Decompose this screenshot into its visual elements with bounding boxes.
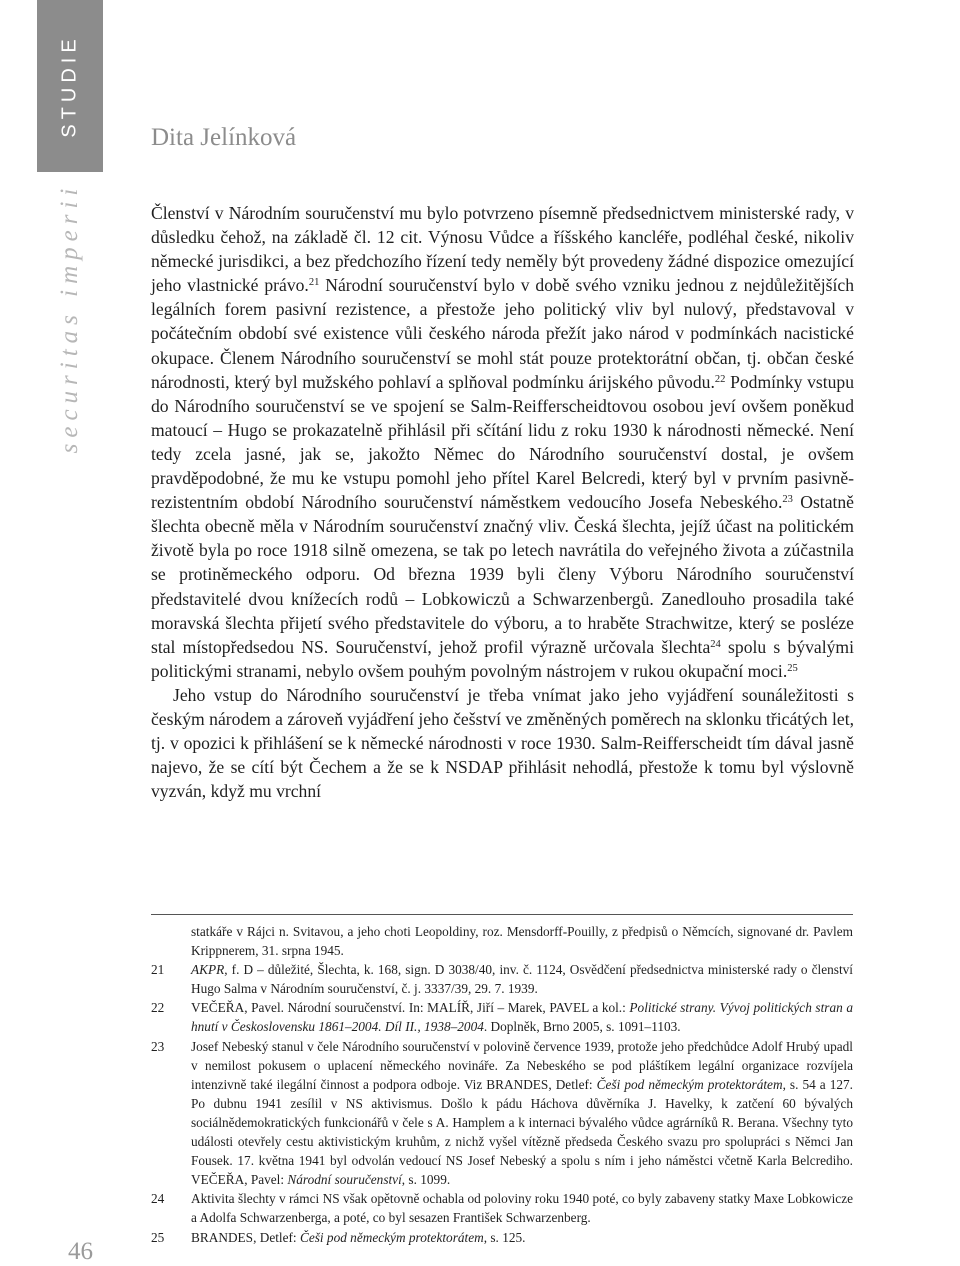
footnote-ref-25: 25 [787,662,798,674]
footnote-text: Josef Nebeský stanul v čele Národního souručenství v polovině července 1939, protože jeho předchůdce Adolf Hrubý upadl v nemilost pokusem o uplacení německého novináře. Za Nebeského se pod pláštíkem legální organizace rozvíjela intenzivně také ilegální činnost a podpora odboje. Viz BRANDES, Detlef: Češi pod německým protektorátem, s. 54 a 127. Po dubnu 1941 zesílil v NS aktivismus. Došlo k pádu Háchova důvěrníka J. Havelky, k zatčení 60 bývalých sociálnědemokratických funkcionářů v čele s A. Hamplem a k internaci bývalého vůdce agrárníků R. Berana. Všechny tyto události otevřely cestu aktivistickým kruhům, z nichž vyšel vítězně předseda Českého svazu pro spolupráci s Němci Jan Fousek. 17. května 1941 byl odvolán vedoucí NS Josef Nebeský a spolu s ním i jeho náměstci včetně Karla Belcrediho. VEČEŘA, Pavel: Národní souručenství, s. 1099. [191,1038,854,1188]
footnote-23 [151,1037,853,1190]
section-tab [37,0,103,172]
footnote-number [151,922,191,960]
footnote-text: statkáře v Rájci n. Svitavou, a jeho choti Leopoldiny, roz. Mensdorff-Pouilly, z předpisů o Němcích, signované dr. Pavlem Krippnerem, 31. srpna 1945. [191,924,853,959]
paragraph-2: Jeho vstup do Národního souručenství je třeba vnímat jako jeho vyjádření sounáležitosti s českým národem a zároveň vyjádření jeho češství ve změněných poměrech na sklonku třicátých let, tj. v opozici k přihlášení se k německé národnosti v roce 1930. Salm-Reifferscheidt tím dával jasně najevo, že se cítí být Čechem a že se k NSDAP přihlásit nehodlá, přestože k tomu byl výslovně vyzván, když mu vrchní [151,684,854,802]
body-text [151,201,854,803]
footnote-number: 22 [151,1000,165,1016]
footnote-25 [151,1228,853,1247]
footnote-number: 21 [151,962,165,978]
footnote-22 [151,998,853,1036]
footnote-number: 23 [151,1038,165,1054]
footnote-text: VEČEŘA, Pavel. Národní souručenství. In: MALÍŘ, Jiří – Marek, PAVEL a kol.: Politické strany. Vývoj politických stran a hnutí v Československu 1861–2004. Díl II., 1938–2004. Doplněk, Brno 2005, s. 1091–1103. [191,1000,854,1035]
footnote-number: 24 [151,1191,165,1207]
paragraph-1: Členství v Národním souručenství mu bylo potvrzeno písemně předsednictvem ministerské rady, v důsledku čehož, na základě čl. 12 cit. Výnosu Vůdce a říšského kancléře, podléhal české, nikoliv německé jurisdikci, a bez předchozího řízení tedy neměly být provedeny žádné dispozice omezující jeho vlastnické právo.$^{21}$ Národní souručenství bylo v době svého vzniku jednou z nejdůležitějších legálních forem pasivní rezistence, a přestože jeho politický vliv byl nulový, představoval v počátečním období své existence vůli českého národa přežít jako národ v podmínkách nacistické okupace. Členem Národního souručenství se mohl stát pouze protektorátní občan, tj. občan české národnosti, který byl mužského pohlaví a splňoval podmínku árijského původu.$^{22}$ Podmínky vstupu do Národního souručenství se ve spojení se Salm-Reifferscheidtovou osobou jeví ovšem poněkud matoucí – Hugo se prokazatelně přihlásil při sčítání lidu z roku 1930 k národnosti německé. Není tedy zcela jasné, jak se, jakožto Němec do Národního souručenství dostal, je ovšem pravděpodobné, že mu ke vstupu pomohl jeho přítel Karel Belcredi, který byl v prvním pasivně-rezistentním období Národního souručenství náměstkem vedoucího Josefa Nebeského.$^{23}$ Ostatně šlechta obecně měla v Národním souručenství značný vliv. Česká šlechta, jejíž účast na politickém životě byla po roce 1918 silně omezena, se tak po letech navrátila do veřejného života a zúčastnila se protiněmeckého odporu. Od března 1939 byli členy Výboru Národního souručenství představitelé dvou knížecích rodů – Lobkowiczů a Schwarzenbergů. Zanedlouho prosadila také moravská šlechta přijetí svého představitele do výboru, a to hraběte Strachwitze, který se posléze stal místopředsedou NS. Souručenství, jehož profil výrazně určovala šlechta$^{24}$ spolu s bývalými politickými stranami, nebylo ovšem pouhým povolným nástrojem v rukou okupační moci.$^{25}$ [151,203,855,681]
footnote-continued [151,922,853,960]
page-number: 46 [68,1238,93,1265]
footnote-24 [151,1189,853,1227]
footnote-ref-23: 23 [782,494,793,506]
section-tab-label: STUDIE [58,34,81,138]
footnote-divider [151,914,853,915]
footnote-text: AKPR, f. D – důležité, Šlechta, k. 168, sign. D 3038/40, inv. č. 1124, Osvědčení předsednictva ministerské rady o členství Hugo Salma v Národním souručenství, č. j. 3337/39, 29. 7. 1939. [191,962,853,997]
footnote-ref-22: 22 [714,373,726,385]
footnote-number: 25 [151,1229,165,1245]
footnotes [151,922,853,1247]
journal-name: securitas imperii [56,182,83,454]
footnote-text: BRANDES, Detlef: Češi pod německým protektorátem, s. 125. [191,1229,526,1245]
footnote-21 [151,960,853,998]
author-name: Dita Jelínková [151,124,297,151]
footnote-text: Aktivita šlechty v rámci NS však opětovně ochabla od poloviny roku 1940 poté, co byly zabaveny statky Maxe Lobkowicze a Adolfa Schwarzenberga, a poté, co byl sesazen František Schwarzenberg. [191,1191,853,1226]
footnote-ref-21: 21 [308,277,320,289]
footnote-ref-24: 24 [710,638,721,650]
